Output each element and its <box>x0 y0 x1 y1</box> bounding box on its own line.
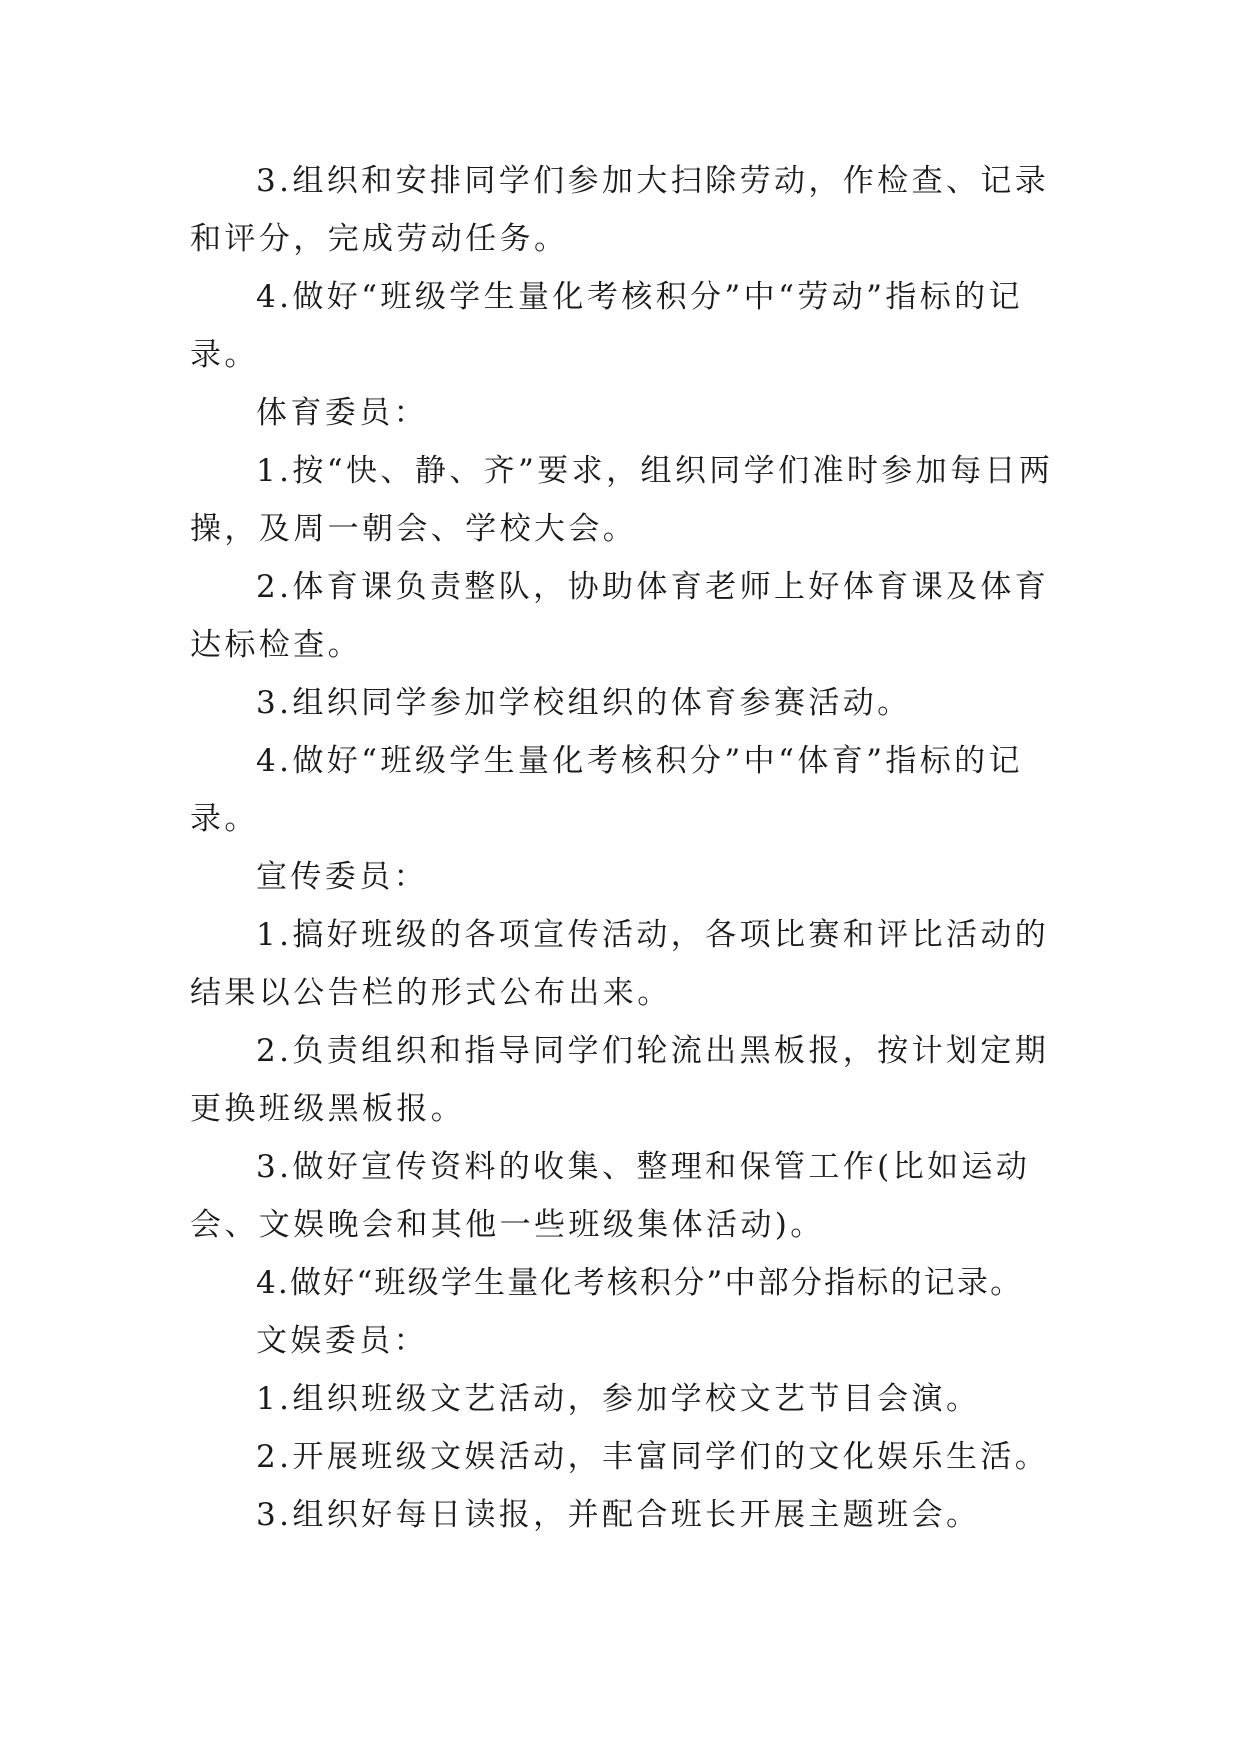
section-heading: 体育委员： <box>256 395 428 431</box>
paragraph: 4.做好“班级学生量化考核积分”中部分指标的记录。 <box>256 1265 1024 1301</box>
paragraph: 2.负责组织和指导同学们轮流出黑板报，按计划定期更换班级黑板报。 <box>190 1033 1050 1127</box>
paragraph: 1.组织班级文艺活动，参加学校文艺节目会演。 <box>256 1381 981 1417</box>
paragraph: 1.按“快、静、齐”要求，组织同学们准时参加每日两操，及周一朝会、学校大会。 <box>190 453 1054 547</box>
paragraph: 3.组织好每日读报，并配合班长开展主题班会。 <box>256 1497 981 1533</box>
paragraph: 4.做好“班级学生量化考核积分”中“体育”指标的记录。 <box>190 743 1023 837</box>
paragraph: 4.做好“班级学生量化考核积分”中“劳动”指标的记录。 <box>190 279 1023 373</box>
section-heading: 文娱委员： <box>256 1323 428 1359</box>
paragraph: 2.体育课负责整队，协助体育老师上好体育课及体育达标检查。 <box>190 569 1050 663</box>
paragraph: 3.做好宣传资料的收集、整理和保管工作(比如运动会、文娱晚会和其他一些班级集体活动)。 <box>190 1149 1031 1243</box>
section-heading: 宣传委员： <box>256 859 428 895</box>
paragraph: 3.组织同学参加学校组织的体育参赛活动。 <box>256 685 912 721</box>
paragraph: 3.组织和安排同学们参加大扫除劳动，作检查、记录和评分，完成劳动任务。 <box>190 163 1050 257</box>
paragraph: 2.开展班级文娱活动，丰富同学们的文化娱乐生活。 <box>256 1439 1050 1475</box>
document-body <box>190 152 1070 1544</box>
paragraph: 1.搞好班级的各项宣传活动，各项比赛和评比活动的结果以公告栏的形式公布出来。 <box>190 917 1050 1011</box>
